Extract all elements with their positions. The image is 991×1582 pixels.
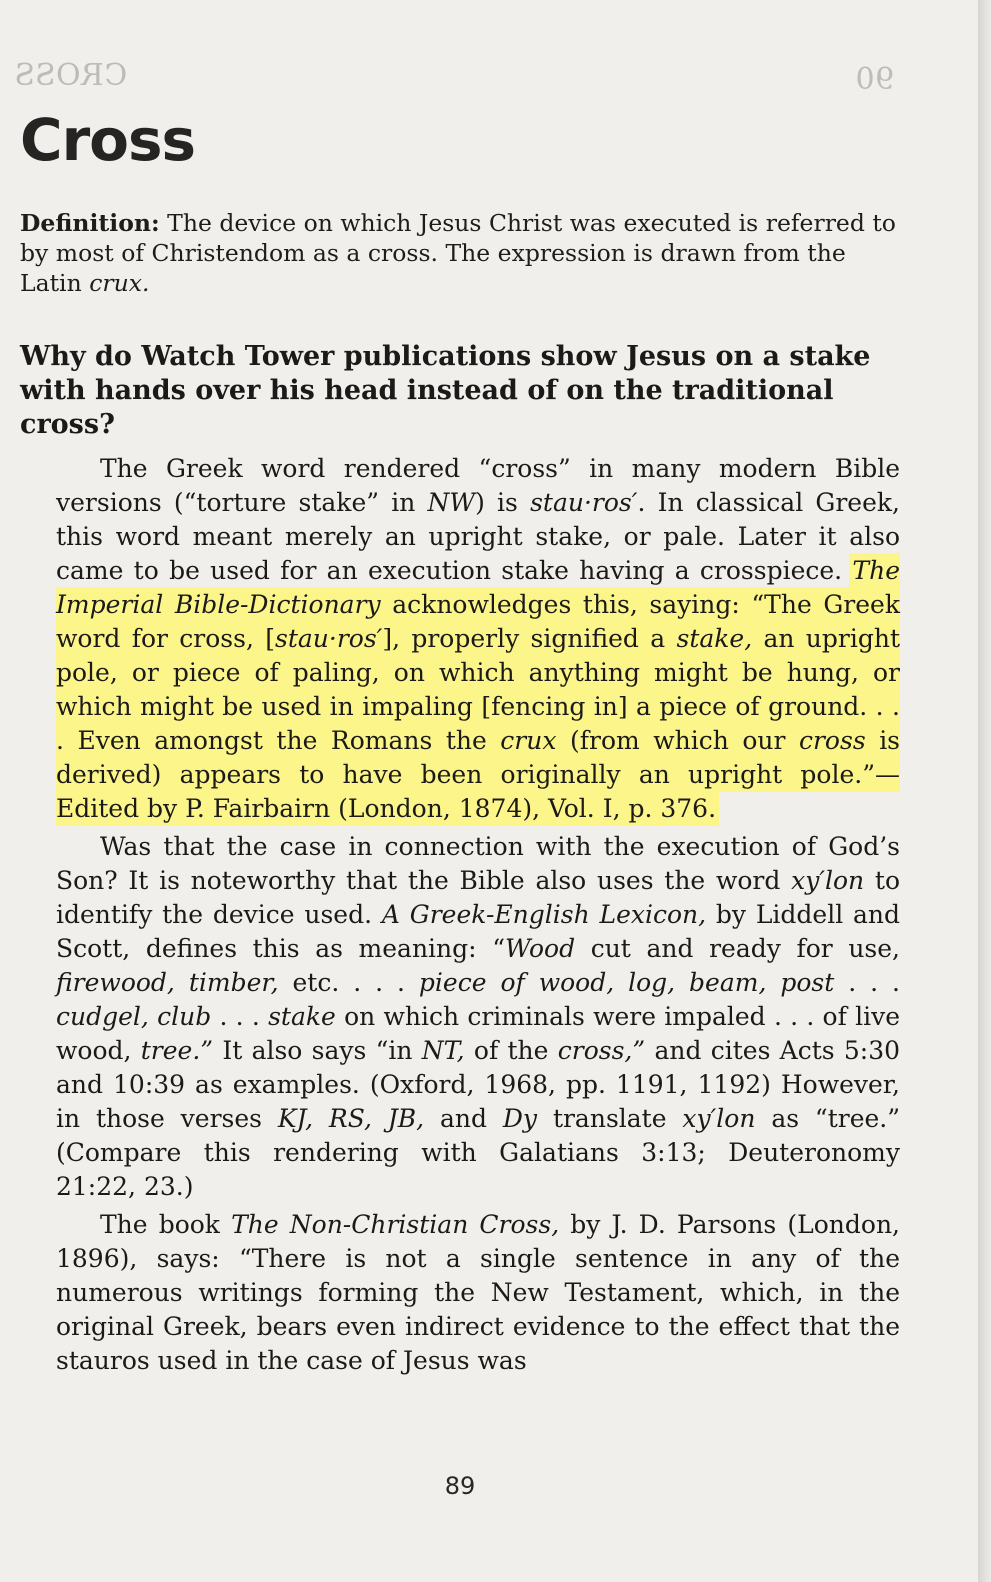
definition-label: Definition:: [20, 209, 160, 237]
page-edge: [978, 0, 991, 1582]
paragraph-1: The Greek word rendered “cross” in many modern Bible versions (“torture stake” in NW) is stau·ros′. In classical Greek, this word meant merely an upright stake, or pale. Later it also came to be used for an execution stake having a crosspiece. The Imperial Bible-Dictionary acknowledges this, saying: “The Greek word for cross, [stau·ros′], properly signified a stake, an upright pole, or piece of paling, on which anything might be hung, or which might be used in impaling [fencing in] a piece of ground. . . . Even amongst the Romans the crux (from which our cross is derived) appears to have been originally an upright pole.”—Edited by P. Fairbairn (London, 1874), Vol. I, p. 376.: [56, 454, 901, 823]
paragraph-3: The book The Non-Christian Cross, by J. D. Parsons (London, 1896), says: “There is not a single sentence in any of the numerous writings forming the New Testament, which, in the original Greek, bears even indirect evidence to the effect that the stauros used in the case of Jesus was: [56, 1210, 900, 1375]
page-number: 89: [444, 1472, 476, 1500]
question-heading: Why do Watch Tower publications show Jesus on a stake with hands over his head instead of on the traditional cross?: [20, 341, 871, 440]
entry-title: Cross: [20, 106, 196, 174]
paragraph-2: Was that the case in connection with the execution of God’s Son? It is noteworthy that the Bible also uses the word xy′lon to identify the device used. A Greek-English Lexicon, by Liddell and Scott, defines this as meaning: “Wood cut and ready for use, firewood, timber, etc. . . . piece of wood, log, beam, post . . . cudgel, club . . . stake on which criminals were impaled . . . of live wood, tree.” It also says “in NT, of the cross,” and cites Acts 5:30 and 10:39 as examples. (Oxford, 1968, pp. 1191, 1192) However, in those verses KJ, RS, JB, and Dy translate xy′lon as “tree.” (Compare this rendering with Galatians 3:13; Deuteronomy 21:22, 23.): [56, 832, 901, 1201]
page-content: [20, 108, 900, 1378]
definition: Definition: The device on which Jesus Christ was executed is referred to by most of Christendom as a cross. The expression is drawn from the Latin crux.: [20, 209, 896, 297]
highlighted-quote: The Imperial Bible-Dictionary acknowledges this, saying: “The Greek word for cross, [stau·ros′], properly signified a stake, an upright pole, or piece of paling, on which anything might be hung, or which might be used in impaling [fencing in] a piece of ground. . . . Even amongst the Romans the crux (from which our cross is derived) appears to have been originally an upright pole.”—Edited by P. Fairbairn (London, 1874), Vol. I, p. 376.: [56, 556, 901, 823]
bleed-header-right: 90: [855, 62, 895, 97]
bleed-header-left: CROSS: [14, 58, 128, 93]
